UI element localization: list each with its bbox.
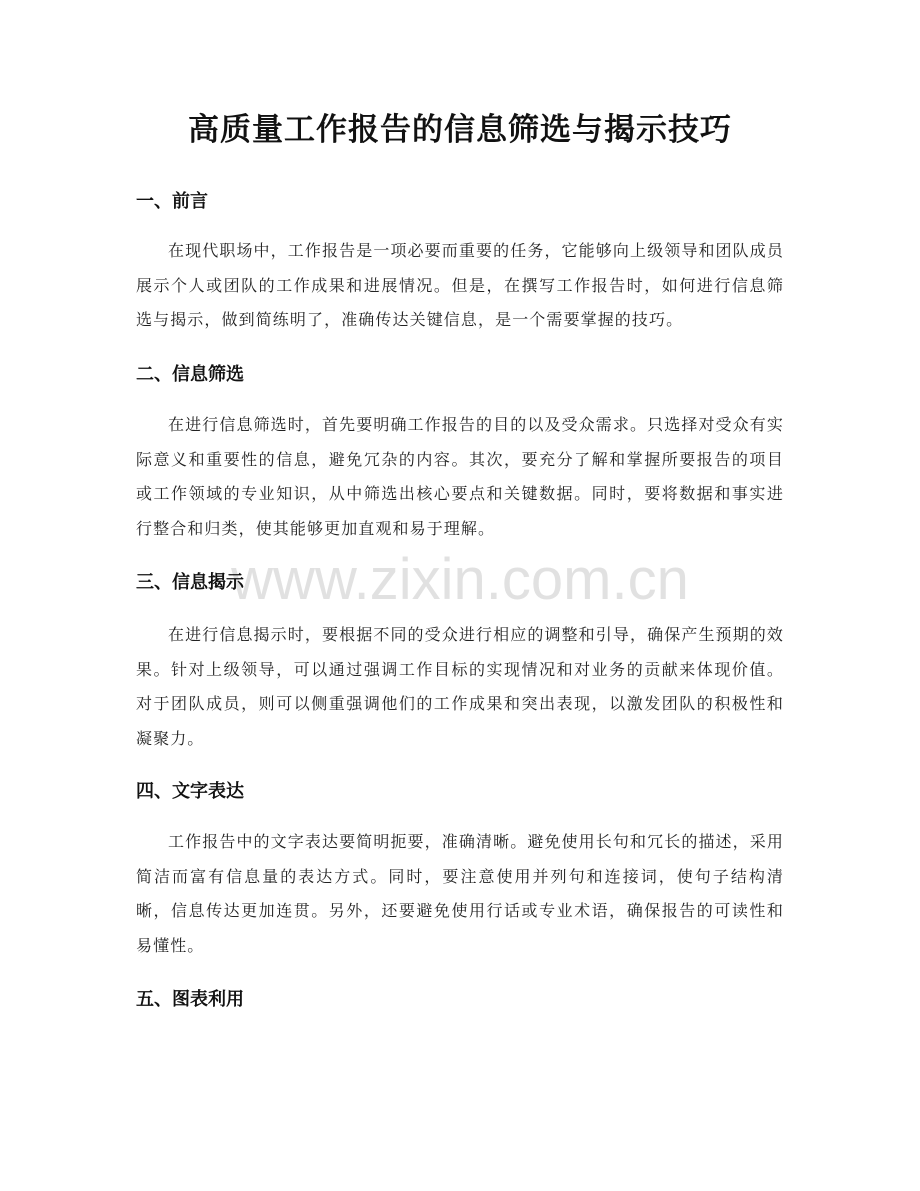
section-heading-info-filtering: 二、信息筛选	[136, 364, 244, 385]
section-body-text-expression: 工作报告中的文字表达要简明扼要，准确清晰。避免使用长句和冗长的描述，采用简洁而富有信息量的表达方式。同时，要注意使用并列句和连接词，使句子结构清晰，信息传达更加连贯。另外，还要避免使用行话或专业术语，确保报告的可读性和易懂性。	[136, 832, 784, 955]
section-heading-chart-usage: 五、图表利用	[136, 989, 244, 1010]
section-body-info-filtering: 在进行信息筛选时，首先要明确工作报告的目的以及受众需求。只选择对受众有实际意义和重要性的信息，避免冗杂的内容。其次，要充分了解和掌握所要报告的项目或工作领域的专业知识，从中筛选出核心要点和关键数据。同时，要将数据和事实进行整合和归类，使其能够更加直观和易于理解。	[136, 415, 784, 538]
section-body-preface: 在现代职场中，工作报告是一项必要而重要的任务，它能够向上级领导和团队成员展示个人或团队的工作成果和进展情况。但是，在撰写工作报告时，如何进行信息筛选与揭示，做到简练明了，准确传达关键信息，是一个需要掌握的技巧。	[136, 241, 784, 329]
section-body-info-disclosure: 在进行信息揭示时，要根据不同的受众进行相应的调整和引导，确保产生预期的效果。针对上级领导，可以通过强调工作目标的实现情况和对业务的贡献来体现价值。对于团队成员，则可以侧重强调他们的工作成果和突出表现，以激发团队的积极性和凝聚力。	[136, 625, 784, 748]
section-heading-text-expression: 四、文字表达	[136, 781, 244, 802]
watermark: www.zixin.com.cn	[231, 547, 689, 612]
section-heading-info-disclosure: 三、信息揭示	[136, 572, 244, 593]
document-title: 高质量工作报告的信息筛选与揭示技巧	[188, 112, 732, 148]
section-heading-preface: 一、前言	[136, 191, 208, 212]
